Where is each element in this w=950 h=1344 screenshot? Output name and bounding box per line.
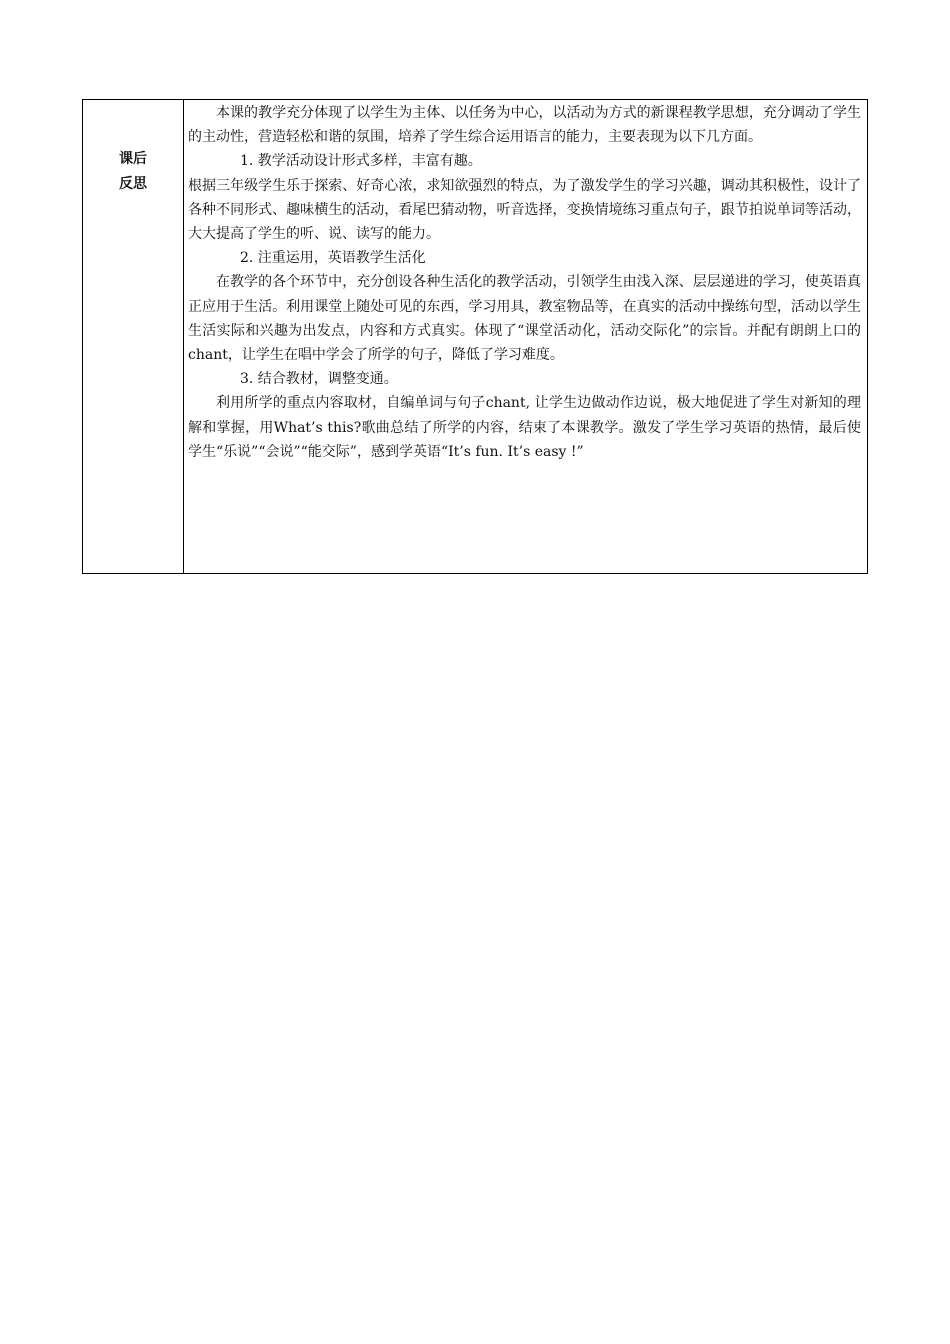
reflection-table bbox=[82, 99, 868, 574]
label-line-2: 反思 bbox=[119, 176, 147, 192]
list-item-3: 3. 结合教材，调整变通。 bbox=[240, 371, 398, 388]
paragraph-item-3: 利用所学的重点内容取材，自编单词与句子chant, 让学生边做动作边说，极大地促进了学生对新知的理解和掌握，用What’s this?歌曲总结了所学的内容，结束了本课教学。激发了学生学习英语的热情，最后使学生“乐说”“会说”“能交际”，感到学英语“It’s fun. It’s easy !” bbox=[188, 395, 861, 460]
paragraph-item-1: 根据三年级学生乐于探索、好奇心浓，求知欲强烈的特点，为了激发学生的学习兴趣，调动其积极性，设计了各种不同形式、趣味横生的活动，看尾巴猜动物，听音选择，变换情境练习重点句子，跟节拍说单词等活动，大大提高了学生的听、说、读写的能力。 bbox=[188, 177, 861, 243]
content-cell bbox=[184, 100, 867, 573]
label-cell bbox=[83, 100, 184, 573]
paragraph-intro: 本课的教学充分体现了以学生为主体、以任务为中心，以活动为方式的新课程教学思想，充分调动了学生的主动性，营造轻松和谐的氛围，培养了学生综合运用语言的能力，主要表现为以下几方面。 bbox=[188, 105, 861, 146]
list-item-2: 2. 注重运用，英语教学生活化 bbox=[240, 250, 426, 267]
label-line-1: 课后 bbox=[119, 151, 147, 167]
list-item-1: 1. 教学活动设计形式多样，丰富有趣。 bbox=[240, 153, 482, 170]
paragraph-item-2: 在教学的各个环节中，充分创设各种生活化的教学活动，引领学生由浅入深、层层递进的学习，使英语真正应用于生活。利用课堂上随处可见的东西，学习用具，教室物品等，在真实的活动中操练句型，活动以学生生活实际和兴趣为出发点，内容和方式真实。体现了“课堂活动化，活动交际化”的宗旨。并配有朗朗上口的chant，让学生在唱中学会了所学的句子，降低了学习难度。 bbox=[188, 274, 861, 364]
